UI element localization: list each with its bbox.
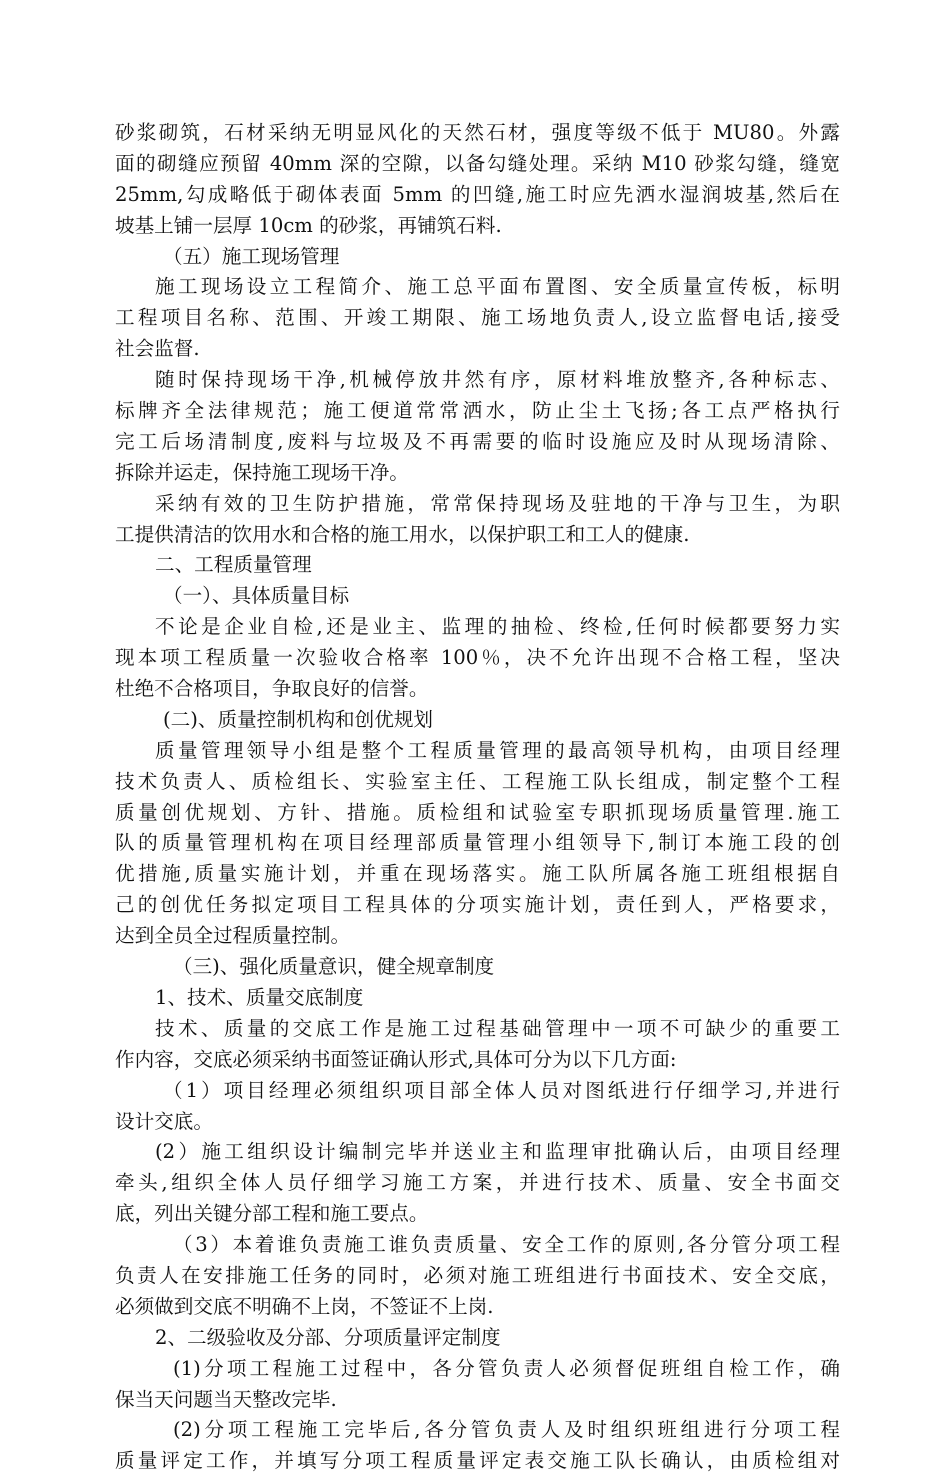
body-line: 随时保持现场干净,机械停放井然有序，原材料堆放整齐,各种标志、 xyxy=(155,368,840,392)
body-line: (2）施工组织设计编制完毕并送业主和监理审批确认后，由项目经理 xyxy=(155,1140,840,1164)
body-line: 工程项目名称、范围、开竣工期限、施工场地负责人,设立监督电话,接受 xyxy=(115,306,840,330)
body-line: (2)分项工程施工完毕后,各分管负责人及时组织班组进行分项工程 xyxy=(173,1418,840,1442)
body-line: 设计交底。 xyxy=(115,1109,213,1133)
section-heading: 2、二级验收及分部、分项质量评定制度 xyxy=(155,1325,501,1349)
body-line: 现本项工程质量一次验收合格率 100％，决不允许出现不合格工程，坚决 xyxy=(115,646,840,670)
body-line: （3）本着谁负责施工谁负责质量、安全工作的原则,各分管分项工程 xyxy=(173,1233,840,1257)
body-line: 必须做到交底不明确不上岗，不签证不上岗. xyxy=(115,1294,494,1318)
body-line: 坡基上铺一层厚 10cm 的砂浆，再铺筑石料. xyxy=(115,213,502,237)
body-line: 己的创优任务拟定项目工程具体的分项实施计划，责任到人，严格要求， xyxy=(115,893,840,917)
body-line: 优措施,质量实施计划，并重在现场落实。施工队所属各施工班组根据自 xyxy=(115,862,840,886)
body-line: 25mm,勾成略低于砌体表面 5mm 的凹缝,施工时应先洒水湿润坡基,然后在 xyxy=(115,182,840,206)
body-line: 底，列出关键分部工程和施工要点。 xyxy=(115,1202,429,1226)
body-line: 达到全员全过程质量控制。 xyxy=(115,924,351,948)
body-line: 不论是企业自检,还是业主、监理的抽检、终检,任何时候都要努力实 xyxy=(155,615,840,639)
body-line: 队的质量管理机构在项目经理部质量管理小组领导下,制订本施工段的创 xyxy=(115,831,840,855)
body-line: 社会监督. xyxy=(115,337,200,361)
body-line: 标牌齐全法律规范；施工便道常常洒水，防止尘土飞扬;各工点严格执行 xyxy=(115,399,840,423)
body-line: 作内容，交底必须采纳书面签证确认形式,具体可分为以下几方面: xyxy=(115,1047,677,1071)
section-heading: （五）施工现场管理 xyxy=(163,244,340,268)
body-line: 完工后场清制度,废料与垃圾及不再需要的临时设施应及时从现场清除、 xyxy=(115,429,840,453)
body-line: 施工现场设立工程简介、施工总平面布置图、安全质量宣传板，标明 xyxy=(155,275,840,299)
body-line: 技术、质量的交底工作是施工过程基础管理中一项不可缺少的重要工 xyxy=(155,1016,840,1040)
section-heading: (二)、质量控制机构和创优规划 xyxy=(163,707,434,731)
body-line: 保当天问题当天整改完毕. xyxy=(115,1387,337,1411)
body-line: 拆除并运走，保持施工现场干净。 xyxy=(115,460,409,484)
body-line: 技术负责人、质检组长、实验室主任、工程施工队长组成，制定整个工程 xyxy=(115,769,840,793)
section-heading: （三)、强化质量意识，健全规章制度 xyxy=(173,955,495,979)
body-line: 工提供清洁的饮用水和合格的施工用水，以保护职工和工人的健康. xyxy=(115,522,690,546)
body-line: 杜绝不合格项目，争取良好的信誉。 xyxy=(115,677,429,701)
document-body xyxy=(115,118,840,1477)
body-line: （1）项目经理必须组织项目部全体人员对图纸进行仔细学习,并进行 xyxy=(163,1078,840,1102)
body-line: 砂浆砌筑，石材采纳无明显风化的天然石材，强度等级不低于 MU80。外露 xyxy=(115,121,840,144)
body-line: 质量管理领导小组是整个工程质量管理的最高领导机构，由项目经理 xyxy=(155,738,840,762)
body-line: 面的砌缝应预留 40mm 深的空隙，以备勾缝处理。采纳 M10 砂浆勾缝，缝宽 xyxy=(115,151,840,175)
body-line: 牵头,组织全体人员仔细学习施工方案，并进行技术、质量、安全书面交 xyxy=(115,1171,840,1195)
body-line: 负责人在安排施工任务的同时，必须对施工班组进行书面技术、安全交底， xyxy=(115,1263,840,1287)
section-heading: 二、工程质量管理 xyxy=(155,553,312,577)
section-heading: 1、技术、质量交底制度 xyxy=(155,985,364,1009)
section-heading: （一）、具体质量目标 xyxy=(163,584,350,608)
body-line: 质量创优规划、方针、措施。质检组和试验室专职抓现场质量管理.施工 xyxy=(115,800,840,824)
body-line: 采纳有效的卫生防护措施，常常保持现场及驻地的干净与卫生，为职 xyxy=(155,491,840,515)
body-line: (1)分项工程施工过程中，各分管负责人必须督促班组自检工作，确 xyxy=(173,1356,840,1380)
body-line: 质量评定工作，并填写分项工程质量评定表交施工队长确认，由质检组对 xyxy=(115,1449,840,1473)
